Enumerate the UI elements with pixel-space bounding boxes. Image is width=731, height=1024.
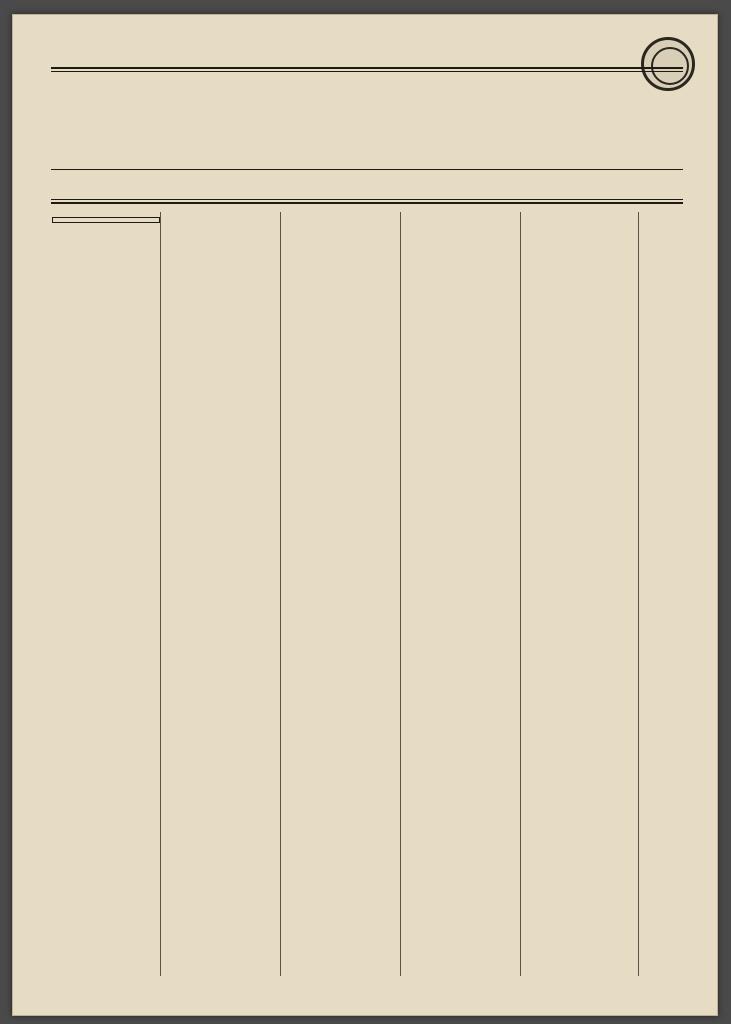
mid-rule xyxy=(51,169,683,170)
newspaper-title xyxy=(51,81,668,145)
column-1 xyxy=(52,212,160,976)
article-columns xyxy=(40,212,676,976)
lower-rule-thick xyxy=(51,202,683,204)
top-rule-thin xyxy=(51,71,683,72)
lower-rule xyxy=(51,199,683,200)
issue-line xyxy=(51,47,683,63)
cortes-heading xyxy=(52,217,160,223)
top-rule xyxy=(51,67,683,69)
